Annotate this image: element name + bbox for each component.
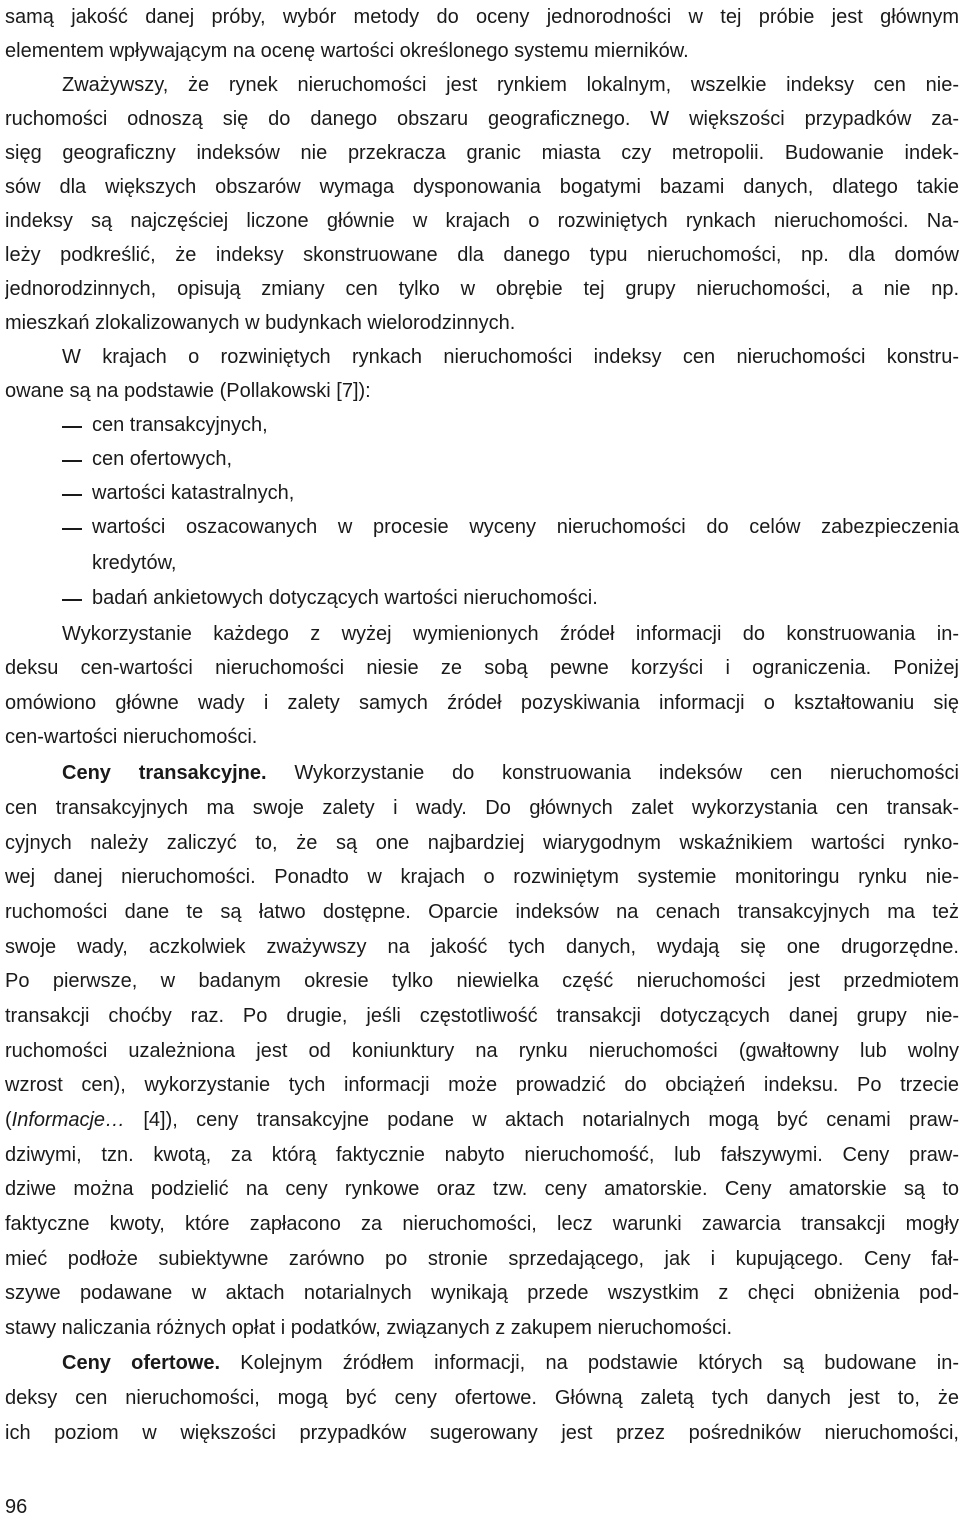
list-dash: [62, 494, 82, 496]
text-line: mieć podłoże subiektywne zarówno po stronie sprzedającego, jak i kupującego. Ceny fał-: [5, 1248, 959, 1270]
text-line: owane są na podstawie (Pollakowski [7]):: [5, 380, 371, 402]
text-line: swoje wady, aczkolwiek zważywszy na jakość tych danych, wydają się one drugorzędne.: [5, 936, 959, 958]
text-line: [5, 1103, 959, 1137]
text-line: faktyczne kwoty, które zapłacono za nieruchomości, lecz warunki zawarcia transakcji mogły: [5, 1213, 959, 1235]
list-dash: [62, 426, 82, 428]
paragraph-first-line: [62, 756, 959, 790]
text-run: [4]), ceny transakcyjne podane w aktach notarialnych mogą być cenami praw-: [125, 1109, 959, 1131]
list-item: wartości oszacowanych w procesie wyceny nieruchomości do celów zabezpieczenia: [92, 516, 959, 538]
text-line: indeksy są najczęściej liczone głównie w krajach o rozwiniętych rynkach nieruchomości. Na-: [5, 210, 959, 232]
paragraph-first-line: W krajach o rozwiniętych rynkach nieruchomości indeksy cen nieruchomości konstru-: [62, 346, 959, 368]
text-line: ruchomości odnoszą się do danego obszaru geograficznego. W większości przypadków za-: [5, 108, 959, 130]
list-item: badań ankietowych dotyczących wartości nieruchomości.: [92, 587, 598, 609]
list-dash: [62, 528, 82, 530]
text-line: cen-wartości nieruchomości.: [5, 726, 258, 748]
text-line: ruchomości dane te są łatwo dostępne. Oparcie indeksów na cenach transakcyjnych ma też: [5, 901, 959, 923]
list-item: cen ofertowych,: [92, 448, 233, 470]
text-line: ich poziom w większości przypadków sugerowany jest przez pośredników nieruchomości,: [5, 1422, 959, 1444]
list-dash: [62, 460, 82, 462]
section-heading: Ceny ofertowe.: [62, 1352, 221, 1374]
text-line: transakcji choćby raz. Po drugie, jeśli częstotliwość transakcji dotyczących danej grupy nie-: [5, 1005, 959, 1027]
text-line: dziwe można podzielić na ceny rynkowe oraz tzw. ceny amatorskie. Ceny amatorskie są to: [5, 1178, 959, 1200]
paragraph-first-line: [62, 1346, 959, 1380]
text-line: omówiono główne wady i zalety samych źródeł pozyskiwania informacji o kształtowaniu się: [5, 692, 959, 714]
text-line: elementem wpływającym na ocenę wartości określonego systemu mierników.: [5, 40, 689, 62]
text-line: samą jakość danej próby, wybór metody do oceny jednorodności w tej próbie jest głównym: [5, 6, 959, 28]
text-line: cyjnych należy zaliczyć to, że są one najbardziej wiarygodnym wskaźnikiem wartości rynko-: [5, 832, 959, 854]
text-line: mieszkań zlokalizowanych w budynkach wielorodzinnych.: [5, 312, 516, 334]
text-line: leży podkreślić, że indeksy skonstruowane dla danego typu nieruchomości, np. dla domów: [5, 244, 959, 266]
text-line: wej danej nieruchomości. Ponadto w krajach o rozwiniętym systemie monitoringu rynku nie-: [5, 866, 959, 888]
text-line: szywe podawane w aktach notarialnych wynikają przede wszystkim z chęci obniżenia pod-: [5, 1282, 959, 1304]
list-dash: [62, 599, 82, 601]
page-number: 96: [5, 1496, 28, 1518]
text-line: cen transakcyjnych ma swoje zalety i wady. Do głównych zalet wykorzystania cen transak-: [5, 797, 959, 819]
list-item: wartości katastralnych,: [92, 482, 295, 504]
text-line: wzrost cen), wykorzystanie tych informacji może prowadzić do obciążeń indeksu. Po trzecie: [5, 1074, 959, 1096]
paragraph-first-line: Zważywszy, że rynek nieruchomości jest rynkiem lokalnym, wszelkie indeksy cen nie-: [62, 74, 959, 96]
text-line: ruchomości uzależniona jest od koniunktury na rynku nieruchomości (gwałtowny lub wolny: [5, 1040, 959, 1062]
list-item: cen transakcyjnych,: [92, 414, 268, 436]
text-run: (: [5, 1109, 12, 1131]
citation-title: Informacje…: [11, 1109, 126, 1131]
list-item-continuation: kredytów,: [92, 552, 177, 574]
paragraph-first-line: Wykorzystanie każdego z wyżej wymienionych źródeł informacji do konstruowania in-: [62, 623, 959, 645]
text-line: sięg geograficzny indeksów nie przekracza granic miasta czy metropolii. Budowanie indek-: [5, 142, 959, 164]
text-run: Wykorzystanie do konstruowania indeksów cen nieruchomości: [266, 762, 959, 784]
text-line: dziwymi, tzn. kwotą, za którą faktycznie nabyto nieruchomość, lub fałszywymi. Ceny praw-: [5, 1144, 959, 1166]
text-run: Kolejnym źródłem informacji, na podstawie których są budowane in-: [220, 1352, 959, 1374]
section-heading: Ceny transakcyjne.: [62, 762, 267, 784]
text-line: sów dla większych obszarów wymaga dysponowania bogatymi bazami danych, dlatego takie: [5, 176, 959, 198]
text-line: deksy cen nieruchomości, mogą być ceny ofertowe. Główną zaletą tych danych jest to, że: [5, 1387, 959, 1409]
text-line: stawy naliczania różnych opłat i podatków, związanych z zakupem nieruchomości.: [5, 1317, 733, 1339]
text-line: Po pierwsze, w badanym okresie tylko niewielka część nieruchomości jest przedmiotem: [5, 970, 959, 992]
text-line: jednorodzinnych, opisują zmiany cen tylko w obrębie tej grupy nieruchomości, a nie np.: [5, 278, 959, 300]
text-line: deksu cen-wartości nieruchomości niesie ze sobą pewne korzyści i ograniczenia. Poniżej: [5, 657, 959, 679]
